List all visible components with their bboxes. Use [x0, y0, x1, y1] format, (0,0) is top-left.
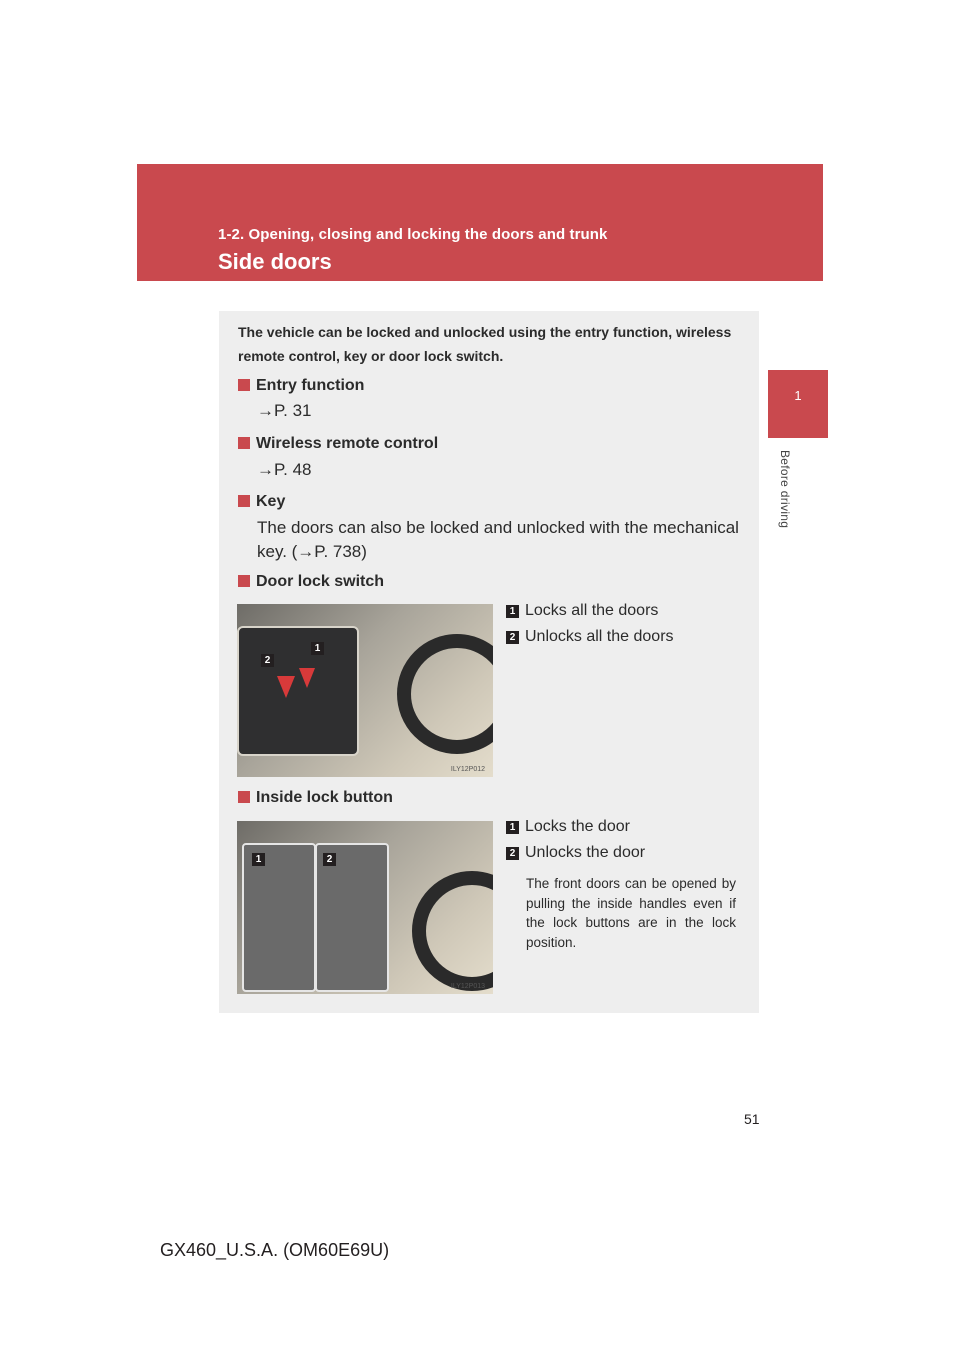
legend-item-2: 2 Unlocks the door — [506, 844, 645, 862]
image-code: ILY12P013 — [450, 983, 485, 990]
document-footer: GX460_U.S.A. (OM60E69U) — [160, 1240, 390, 1260]
page-number: 51 — [744, 1111, 760, 1127]
page-title: Side doors — [218, 249, 332, 274]
ref-entry-function[interactable]: →P. 31 — [257, 401, 312, 420]
callout-1: 1 — [311, 642, 324, 655]
ref-wireless-remote[interactable]: →P. 48 — [257, 460, 312, 479]
key-text: The doors can also be locked and unlocked with the mechanical key. (→P. 738) — [257, 518, 739, 561]
door-lock-switch-image — [237, 604, 493, 777]
chapter-header — [137, 164, 823, 281]
bullet-square-icon — [238, 437, 250, 449]
steering-wheel-shape — [397, 634, 493, 754]
heading-inside-lock-button: Inside lock button — [238, 789, 393, 807]
chapter-label: Before driving — [778, 450, 792, 529]
callout-1: 1 — [252, 853, 265, 866]
inside-lock-button-image — [237, 821, 493, 994]
chapter-tab[interactable] — [768, 370, 828, 438]
switch-closeup — [237, 626, 359, 756]
callout-2: 2 — [261, 654, 274, 667]
steering-wheel-shape — [412, 871, 493, 991]
lock-closeup-1 — [242, 843, 316, 992]
number-box-icon: 2 — [506, 847, 519, 860]
arrow-down-icon — [299, 668, 315, 688]
intro-text: The vehicle can be locked and unlocked using the entry function, wireless remote control, key or door lock switch. — [238, 324, 732, 364]
number-box-icon: 1 — [506, 821, 519, 834]
number-box-icon: 1 — [506, 605, 519, 618]
section-title: 1-2. Opening, closing and locking the doors and trunk — [218, 226, 608, 243]
legend-item-1: 1 Locks the door — [506, 818, 630, 836]
bullet-square-icon — [238, 495, 250, 507]
bullet-square-icon — [238, 791, 250, 803]
heading-wireless-remote: Wireless remote control — [238, 435, 438, 453]
bullet-square-icon — [238, 379, 250, 391]
heading-entry-function: Entry function — [238, 377, 364, 395]
chapter-number: 1 — [794, 388, 802, 403]
image-code: ILY12P012 — [450, 766, 485, 773]
heading-door-lock-switch: Door lock switch — [238, 573, 384, 591]
bullet-square-icon — [238, 575, 250, 587]
heading-key: Key — [238, 493, 285, 511]
arrow-down-icon — [277, 676, 295, 698]
callout-2: 2 — [323, 853, 336, 866]
number-box-icon: 2 — [506, 631, 519, 644]
lock-closeup-2 — [315, 843, 389, 992]
inside-lock-note: The front doors can be opened by pulling the inside handles even if the lock buttons are in the lock position. — [526, 876, 736, 950]
content-panel — [219, 311, 759, 1013]
legend-item-2: 2 Unlocks all the doors — [506, 628, 674, 646]
legend-item-1: 1 Locks all the doors — [506, 602, 658, 620]
